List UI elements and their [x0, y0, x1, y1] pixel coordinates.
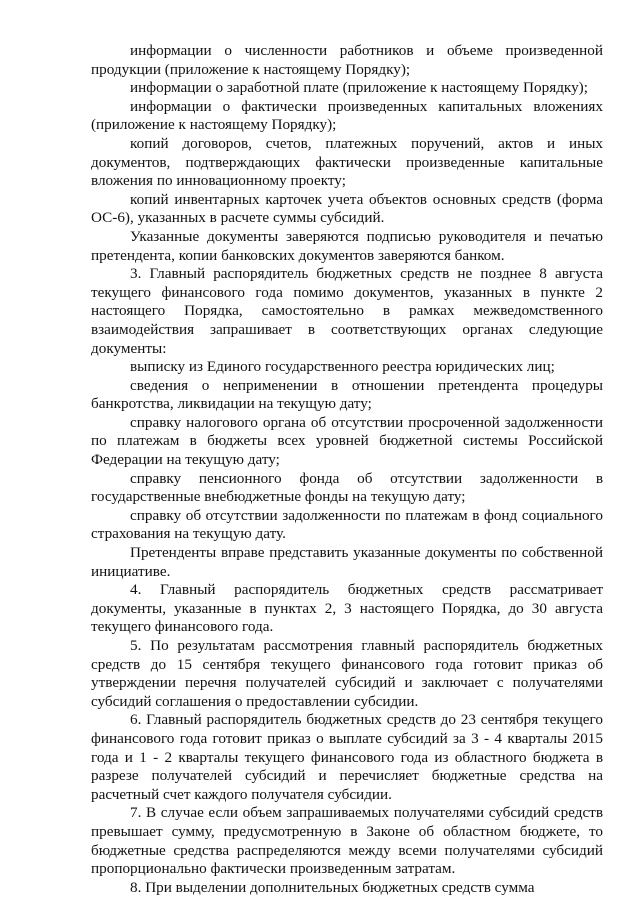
- paragraph-own-initiative: Претенденты вправе представить указанные документы по собственной инициативе.: [91, 544, 603, 580]
- paragraph-clause-3: 3. Главный распорядитель бюджетных средств не позднее 8 августа текущего финансового года помимо документов, указанных в пункте 2 настоящего Порядка, самостоятельно в рамках межведомственного взаимодействия запрашивает в соответствующих органах следующие документы:: [91, 265, 603, 357]
- paragraph-employee-info: информации о численности работников и объеме произведенной продукции (приложение к настоящему Порядку);: [91, 42, 603, 78]
- paragraph-clause-4: 4. Главный распорядитель бюджетных средств рассматривает документы, указанные в пунктах 2, 3 настоящего Порядка, до 30 августа текущего финансового года.: [91, 581, 603, 636]
- paragraph-capital-investment-info: информации о фактически произведенных капитальных вложениях (приложение к настоящему Порядку);: [91, 97, 603, 134]
- paragraph-registry-extract: выписку из Единого государственного реестра юридических лиц;: [130, 358, 555, 376]
- paragraph-document-certification: Указанные документы заверяются подписью руководителя и печатью претендента, копии банковских документов заверяются банком.: [91, 227, 603, 264]
- paragraph-social-insurance-certificate: справку об отсутствии задолженности по платежам в фонд социального страхования на текущую дату.: [91, 506, 603, 543]
- paragraph-clause-5: 5. По результатам рассмотрения главный распорядитель бюджетных средств до 15 сентября текущего финансового года готовит приказ об утверждении перечня получателей субсидий и заключает с получателями субсидий соглашения о предоставлении субсидии.: [91, 637, 603, 710]
- paragraph-clause-7: 7. В случае если объем запрашиваемых получателями субсидий средств превышает сумму, предусмотренную в Законе об областном бюджете, то бюджетные средства распределяются между всеми получателями субсидий пропорционально фактически произведенным затратам.: [91, 804, 603, 878]
- paragraph-tax-certificate: справку налогового органа об отсутствии просроченной задолженности по платежам в бюджеты всех уровней бюджетной системы Российской Федерации на текущую дату;: [91, 413, 603, 469]
- paragraph-bankruptcy-info: сведения о неприменении в отношении претендента процедуры банкротства, ликвидации на текущую дату;: [91, 376, 603, 413]
- document-body: [91, 42, 603, 897]
- paragraph-salary-info: информации о заработной плате (приложение к настоящему Порядку);: [130, 79, 588, 97]
- paragraph-clause-8: 8. При выделении дополнительных бюджетных средств сумма: [130, 878, 535, 896]
- paragraph-contract-copies: копий договоров, счетов, платежных поручений, актов и иных документов, подтверждающих фактически произведенные капитальные вложения по инновационному проекту;: [91, 134, 603, 190]
- paragraph-pension-fund-certificate: справку пенсионного фонда об отсутствии задолженности в государственные внебюджетные фонды на текущую дату;: [91, 469, 603, 506]
- paragraph-clause-6: 6. Главный распорядитель бюджетных средств до 23 сентября текущего финансового года готовит приказ о выплате субсидий за 3 - 4 кварталы 2015 года и 1 - 2 кварталы текущего финансового года из областного бюджета в разрезе получателей субсидий и перечисляет бюджетные средства на расчетный счет каждого получателя субсидии.: [91, 711, 603, 803]
- paragraph-inventory-cards: копий инвентарных карточек учета объектов основных средств (форма ОС-6), указанных в расчете суммы субсидий.: [91, 190, 603, 227]
